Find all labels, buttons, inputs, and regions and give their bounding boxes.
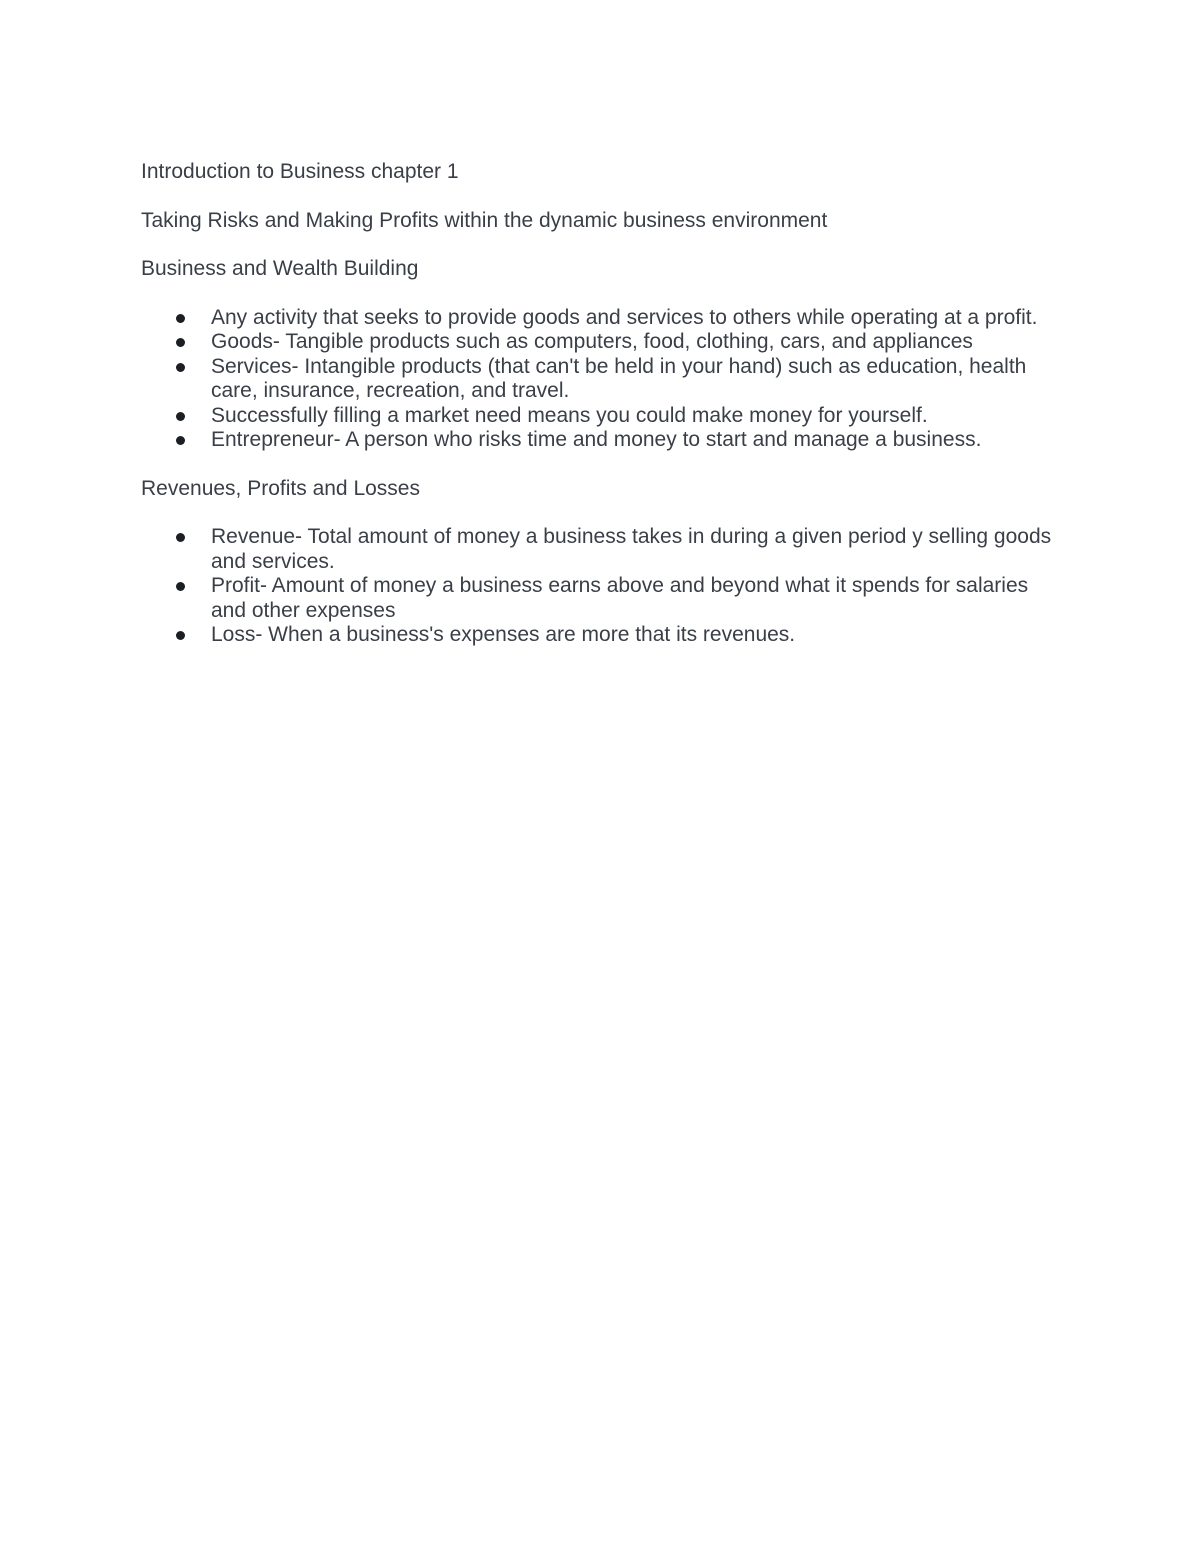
bullet-icon: [176, 363, 185, 372]
list-item-text: Revenue- Total amount of money a business takes in during a given period y selling goods and services.: [211, 525, 1052, 573]
bullet-icon: [176, 412, 185, 421]
bullet-icon: [176, 314, 185, 323]
bullet-icon: [176, 436, 185, 445]
list-item: [141, 404, 1061, 429]
list-item-text: Any activity that seeks to provide goods and services to others while operating at a profit.: [211, 305, 1038, 329]
list-item-text: Successfully filling a market need means you could make money for yourself.: [211, 403, 928, 427]
section-heading: Business and Wealth Building: [141, 257, 419, 280]
list-item: [141, 574, 1061, 623]
list-item-text: Loss- When a business's expenses are more that its revenues.: [211, 623, 796, 646]
bullet-icon: [176, 631, 185, 640]
document-subtitle: Taking Risks and Making Profits within the dynamic business environment: [141, 208, 828, 232]
list-item: [141, 355, 1061, 404]
bullet-icon: [176, 582, 185, 591]
document-title: Introduction to Business chapter 1: [141, 160, 459, 183]
bullet-icon: [176, 338, 185, 347]
document-body: [141, 160, 1061, 672]
section-heading: Revenues, Profits and Losses: [141, 476, 420, 500]
list-item-text: Profit- Amount of money a business earns above and beyond what it spends for salaries and other expenses: [211, 574, 1029, 622]
list-item: [141, 623, 1061, 648]
bullet-icon: [176, 533, 185, 542]
bullet-list: [141, 306, 1061, 453]
list-item: [141, 330, 1061, 355]
bullet-list: [141, 525, 1061, 648]
list-item: [141, 306, 1061, 331]
list-item: [141, 428, 1061, 453]
list-item-text: Entrepreneur- A person who risks time and money to start and manage a business.: [211, 428, 982, 451]
list-item-text: Goods- Tangible products such as computers, food, clothing, cars, and appliances: [211, 330, 973, 353]
list-item-text: Services- Intangible products (that can't be held in your hand) such as education, health care, insurance, recreation, and travel.: [211, 354, 1027, 402]
list-item: [141, 525, 1061, 574]
